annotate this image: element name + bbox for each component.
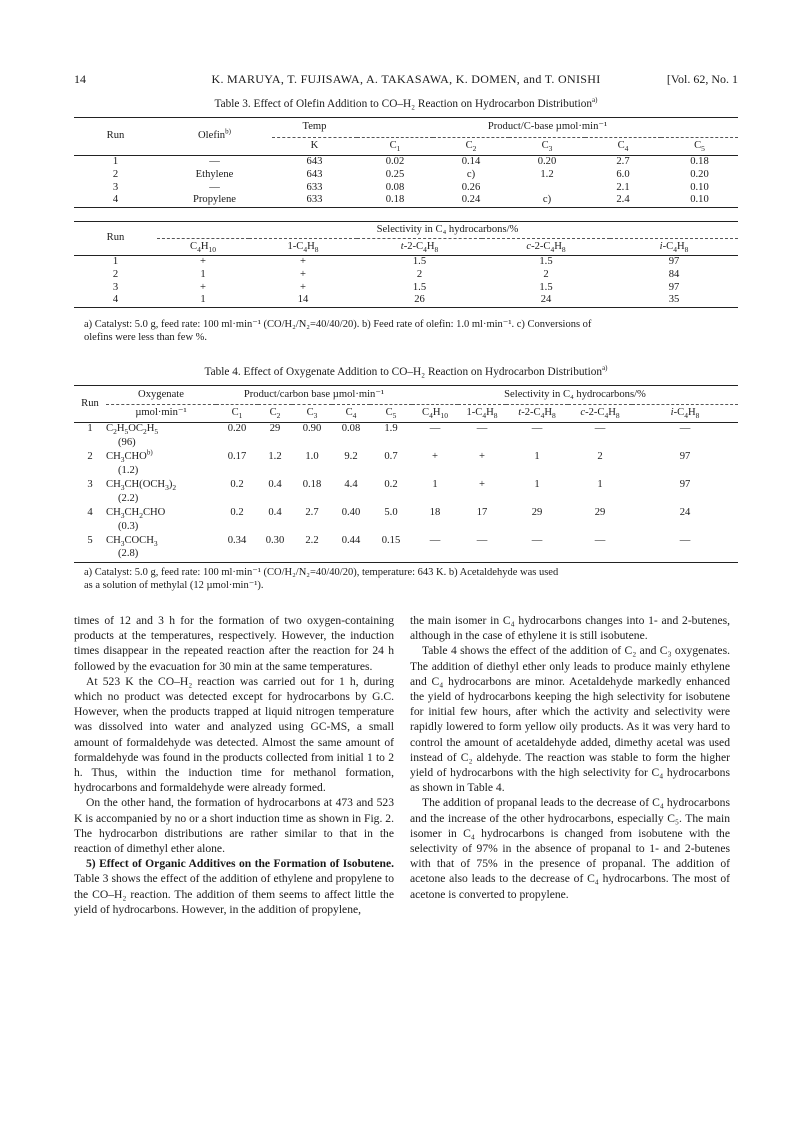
- table-row: 3 $CH_3CH(OCH_3)_2$ 0.2 0.4 0.18 4.4 0.2 1 + 1 1 97: [87, 478, 691, 492]
- table-row: 2 $CH_3CHO^{b)}$ 0.17 1.2 1.0 9.2 0.7 + + 1 2 97: [87, 448, 691, 464]
- paragraph: 5) Effect of Organic Additives on the Formation of Isobutene. Table 3 shows the effect of the addition of ethylene and propylene to the CO–H₂ reaction. The addition of them seems to affect little the yield of hydrocarbons. However, in the addition of propylene,: [74, 857, 394, 916]
- t4-head-product: Product/carbon base µmol·min⁻¹: [216, 386, 412, 405]
- table4-caption: Table 4. Effect of Oxygenate Addition to CO–H₂ Reaction on Hydrocarbon Distribution$^{a)}$: [204, 364, 608, 378]
- table3-footnote: a) Catalyst: 5.0 g, feed rate: 100 ml·min⁻¹ (CO/H₂/N₂=40/40/20). b) Feed rate of olefin: 1.0 ml·min⁻¹. c) Conversions of olefins were less than few %.: [84, 319, 592, 343]
- table-row: 1 + + 1.5 1.5 97: [112, 255, 680, 267]
- paragraph: Table 4 shows the effect of the addition of C₂ and C₃ oxygenates. The addition of diethyl ether only leads to produce mainly ethylene and C₄ hydrocarbons are minor. Acetaldehyde markedly enhanced the yield of hydrocarbons keeping the high selectivity for isobutene for initial few hours, after which the activity and selectivity were rapidly lowered to form yellow oily products. As it was very hard to control the amount of acetaldehyde added, dimethy acetal was used instead of C₂ aldehyde. The reaction was stable to form the higher yield of hydrocarbons with the high selectivity for C₄ hydrocarbons as shown in Table 4.: [410, 644, 730, 795]
- t3-head-c3: $C_3$: [509, 138, 585, 156]
- t3-head-c1: $C_1$: [357, 138, 433, 156]
- table-row: 2 1 + 2 2 84: [112, 268, 680, 280]
- t3-sel-c2c4h8: $c-2-C_4H_8$: [482, 239, 610, 256]
- page-number: 14: [74, 72, 86, 86]
- t3-sel-ic4h8: $i-C_4H_8$: [610, 239, 738, 256]
- t3-head-c2: $C_2$: [433, 138, 509, 156]
- t3-head-run: Run: [74, 118, 157, 156]
- oxygenate-formula: $CH_3CH(OCH_3)_2$: [106, 478, 177, 492]
- t4-head-selectivity: Selectivity in C₄ hydrocarbons/%: [412, 386, 738, 405]
- running-header: [74, 72, 738, 90]
- t3-sel-1c4h8: $1-C_4H_8$: [249, 239, 357, 256]
- table-row: 3 — 633 0.08 0.26 2.1 0.10: [112, 181, 709, 193]
- oxygenate-formula: $CH_3CHO^{b)}$: [106, 448, 153, 464]
- paragraph: the main isomer in C₄ hydrocarbons changes into 1- and 2-butenes, although in the case of ethylene it is still isobutene.: [410, 614, 730, 643]
- oxygenate-formula: $CH_3CH_2CHO$: [106, 506, 166, 520]
- t3-sel-head: Selectivity in C₄ hydrocarbons/%: [157, 222, 738, 239]
- t3-head-temp-unit: K: [272, 138, 357, 156]
- table-row: 5 $CH_3COCH_3$ 0.34 0.30 2.2 0.44 0.15 — — — — —: [87, 534, 691, 548]
- t3-sel-c4h10: $C_4H_{10}$: [157, 239, 249, 256]
- table-row: 1 — 643 0.02 0.14 0.20 2.7 0.18: [112, 155, 709, 167]
- oxygenate-formula: $C_2H_5OC_2H_5$: [106, 422, 159, 437]
- body-column-right: [410, 613, 730, 902]
- t3-sel-head-run: Run: [74, 222, 157, 256]
- paragraph: times of 12 and 3 h for the formation of two oxygen-containing products at the temperatures, respectively. However, the induction times disappear in the repeated reaction after the reaction for 24 h followed by the evacuation for 30 min at the same temperatures.: [74, 614, 394, 673]
- table3-caption: Table 3. Effect of Olefin Addition to CO–H₂ Reaction on Hydrocarbon Distribution$^{a)}$: [214, 96, 598, 110]
- paragraph: The addition of propanal leads to the decrease of C₄ hydrocarbons and the increase of the other hydrocarbons, especially C₅. The main isomer in C₄ hydrocarbons is changed from isobutene with the selectivity of 97% in the absence of propanal to 1- and 2-butenes with that of 75% in the presence of propanal. The addition of acetone also leads to the decrease of C₄ hydrocarbons. The most of acetone is converted to propylene.: [410, 796, 730, 901]
- t3-head-c4: $C_4$: [585, 138, 661, 156]
- table-row: 2 Ethylene 643 0.25 c) 1.2 6.0 0.20: [112, 168, 709, 180]
- t4-head-unit: µmol·min⁻¹: [106, 405, 216, 423]
- paragraph: At 523 K the CO–H₂ reaction was carried out for 1 h, during which no product was detected except for hydrocarbons by G.C. However, when the products trapped at liquid nitrogen temperature was dissolved into water and analyzed using GC-MS, a small amount of formaldehyde was detected. Almost the same amount of formaldehyde was found in the products collected from initial 1 to 2 h. Thus, within the induction time for methanol formation, hydrocarbons and formaldehyde were already formed.: [74, 674, 394, 795]
- table4: Run Oxygenate Product/carbon base µmol·min⁻¹ Selectivity in C₄ hydrocarbons/% µmol·min⁻¹ $C_1$ $C_2$ $C_3$ $C_4$ $C_5$ $C_4H_{10}$ $1-C_4H_8$ $t-2-C_4H_8$ $c-2-C_4H_8$ $i-C_4H_8$ 1 $C_2H_5OC_2H_5$ 0.20 29 0.90 0.08 1.9 — — — — — (96) 2 $CH_3CHO^{b)}$ 0.17 1.2 1.0 9.2 0.7 + + 1 2 97 (1.2) 3 $CH_3CH(OCH_3)_2$ 0.2 0.4 0.18 4.4 0.2 1 + 1 1 97 (2.2) 4 $CH_3CH_2CHO$ 0.2 0.4 2.7 0.40 5.0 18 17 29 29 24 (0.3) 5 $CH_3COCH_3$ 0.34 0.30 2.2 0.44 0.15 — — — — — (2.8): [74, 385, 738, 563]
- t4-head-run: Run: [74, 386, 106, 423]
- table-row: 4 1 14 26 24 35: [74, 295, 738, 308]
- table-row: 1 $C_2H_5OC_2H_5$ 0.20 29 0.90 0.08 1.9 — — — — —: [87, 422, 691, 437]
- t3-head-temp: Temp: [272, 118, 357, 138]
- volume-info: [Vol. 62, No. 1: [666, 72, 738, 86]
- table3-selectivity: [74, 221, 738, 308]
- table3-product: [74, 117, 738, 208]
- t3-head-c5: $C_5$: [661, 138, 738, 156]
- t3-head-product: Product/C-base µmol·min⁻¹: [357, 118, 738, 138]
- t4-head-oxygenate: Oxygenate: [106, 386, 216, 405]
- table4-footnote: a) Catalyst: 5.0 g, feed rate: 100 ml·min⁻¹ (CO/H₂/N₂=40/40/20), temperature: 643 K. b) Acetaldehyde was used as a solution of methylal (12 µmol·min⁻¹).: [84, 567, 559, 591]
- oxygenate-formula: $CH_3COCH_3$: [106, 534, 158, 548]
- t3-head-olefin: Olefin$^{b)}$: [157, 118, 272, 156]
- body-column-left: [74, 613, 394, 917]
- paragraph: On the other hand, the formation of hydrocarbons at 473 and 523 K is accompanied by no or a short induction time as shown in Fig. 2. The hydrocarbon distributions are rather similar to that in the reaction of dimethyl ether alone.: [74, 796, 394, 856]
- section-heading: 5) Effect of Organic Additives on the Formation of Isobutene.: [86, 857, 394, 871]
- table-row: 4 Propylene 633 0.18 0.24 c) 2.4 0.10: [74, 195, 738, 208]
- t3-sel-t2c4h8: $t-2-C_4H_8$: [357, 239, 482, 256]
- author-line: K. MARUYA, T. FUJISAWA, A. TAKASAWA, K. DOMEN, and T. ONISHI: [211, 72, 601, 86]
- table-row: 3 + + 1.5 1.5 97: [112, 281, 680, 293]
- table-row: 4 $CH_3CH_2CHO$ 0.2 0.4 2.7 0.40 5.0 18 17 29 29 24: [87, 506, 691, 520]
